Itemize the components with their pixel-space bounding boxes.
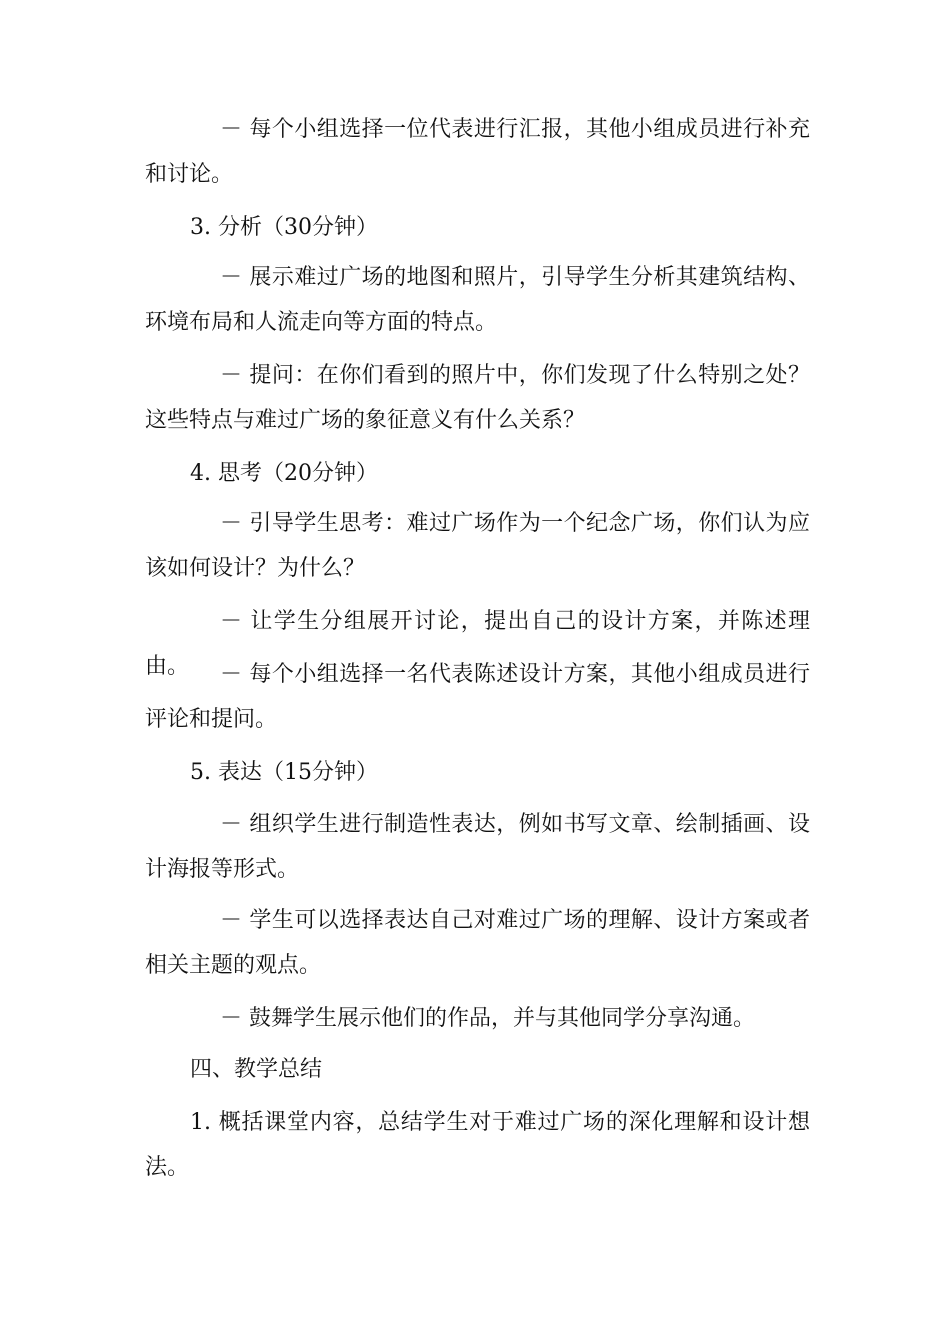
- paragraph-student-choice: － 学生可以选择表达自己对难过广场的理解、设计方案或者相关主题的观点。: [145, 908, 810, 978]
- heading-analysis: 3. 分析（30分钟）: [190, 215, 378, 240]
- heading-expression: 5. 表达（15分钟）: [190, 760, 378, 785]
- paragraph-group-present: － 每个小组选择一名代表陈述设计方案，其他小组成员进行评论和提问。: [145, 662, 810, 732]
- paragraph-creative-expression: － 组织学生进行制造性表达，例如书写文章、绘制插画、设计海报等形式。: [145, 812, 810, 882]
- paragraph-guide-thinking: － 引导学生思考：难过广场作为一个纪念广场，你们认为应该如何设计？为什么？: [145, 511, 810, 581]
- heading-thinking: 4. 思考（20分钟）: [190, 461, 378, 486]
- paragraph-show-map: － 展示难过广场的地图和照片，引导学生分析其建筑结构、环境布局和人流走向等方面的特点。: [145, 265, 810, 335]
- paragraph-group-discussion: － 让学生分组展开讨论，提出自己的设计方案，并陈述理由。: [145, 609, 810, 679]
- paragraph-group-report: － 每个小组选择一位代表进行汇报，其他小组成员进行补充和讨论。: [145, 117, 810, 187]
- paragraph-summary-point: 1. 概括课堂内容，总结学生对于难过广场的深化理解和设计想法。: [145, 1110, 810, 1180]
- heading-summary: 四、教学总结: [190, 1057, 323, 1082]
- paragraph-encourage: － 鼓舞学生展示他们的作品，并与其他同学分享沟通。: [220, 1006, 755, 1031]
- paragraph-question: － 提问：在你们看到的照片中，你们发现了什么特别之处？这些特点与难过广场的象征意义有什么关系？: [145, 363, 810, 433]
